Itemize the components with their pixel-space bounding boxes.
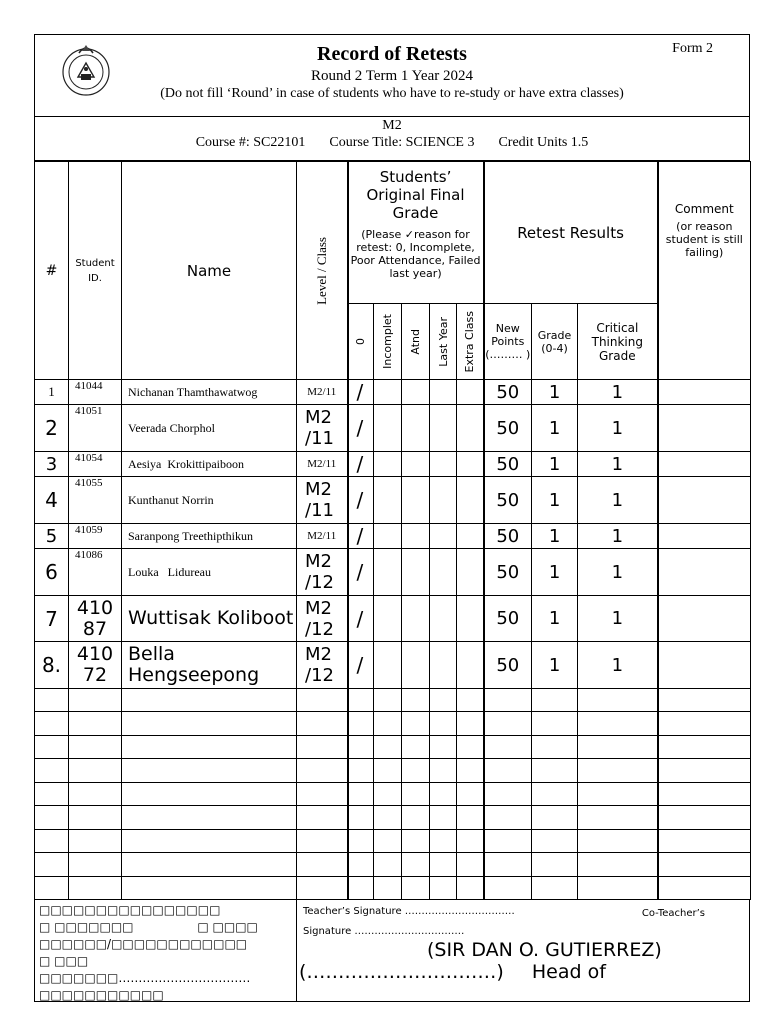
student-name: Aesiya Krokittipaiboon [122, 452, 297, 477]
comment-note: (or reason student is still failing) [665, 220, 743, 259]
student-level: M2 /12 [297, 596, 348, 642]
student-name: Kunthanut Norrin [122, 477, 297, 524]
empty-row [35, 783, 751, 806]
empty-row [35, 806, 751, 830]
footer-option-a: □ □□□□□□□ [39, 920, 134, 934]
comment-cell [658, 596, 751, 642]
reason-zero-mark: / [348, 642, 374, 689]
critical-thinking-grade: 1 [578, 380, 658, 405]
retest-grade: 1 [532, 549, 578, 596]
new-points: 50 [484, 642, 532, 689]
col-level-class-header: Level / Class [297, 162, 348, 380]
co-teacher-signature-line: Signature …………………………… [303, 926, 465, 937]
signature-footer [34, 900, 750, 1002]
comment-cell [658, 405, 751, 452]
critical-thinking-grade: 1 [578, 452, 658, 477]
student-level: M2 /12 [297, 549, 348, 596]
reason-zero-mark: / [348, 477, 374, 524]
table-row [35, 405, 751, 452]
student-name: Louka Lidureau [122, 549, 297, 596]
comment-header [658, 162, 751, 380]
comment-cell [658, 549, 751, 596]
retest-grade: 1 [532, 380, 578, 405]
critical-thinking-grade: 1 [578, 524, 658, 549]
co-teacher-label: Co-Teacher’s [641, 908, 705, 919]
row-number: 2 [35, 405, 69, 452]
table-row [35, 596, 751, 642]
reason-zero-mark: / [348, 380, 374, 405]
critical-thinking-grade: 1 [578, 642, 658, 689]
round-term-year: Round 2 Term 1 Year 2024 [310, 68, 473, 84]
row-number: 8. [35, 642, 69, 689]
new-points: 50 [484, 452, 532, 477]
comment-title: Comment [674, 202, 734, 216]
original-grade-title: Students’ Original Final Grade [366, 168, 465, 222]
row-number: 4 [35, 477, 69, 524]
student-level: M2 /11 [297, 405, 348, 452]
retest-grade: 1 [532, 642, 578, 689]
student-level: M2 /12 [297, 642, 348, 689]
row-number: 6 [35, 549, 69, 596]
footer-line-6: □□□□□□□□□□□ [39, 988, 164, 1002]
retest-grade: 1 [532, 596, 578, 642]
grade-header: Grade (0-4) [532, 304, 578, 380]
retest-grade: 1 [532, 405, 578, 452]
new-points: 50 [484, 524, 532, 549]
course-info [34, 117, 750, 161]
head-name: (SIR DAN O. GUTIERREZ) [427, 939, 662, 961]
reason-zero-mark: / [348, 405, 374, 452]
student-id: 41055 [69, 477, 122, 524]
student-name: Nichanan Thamthawatwog [122, 380, 297, 405]
new-points: 50 [484, 405, 532, 452]
col-num-header: # [35, 162, 69, 380]
footer-option-c: □ □□□ [39, 954, 89, 968]
table-row [35, 477, 751, 524]
sub-extra-class-header: Extra Class [457, 304, 484, 380]
new-points: 50 [484, 596, 532, 642]
empty-row [35, 689, 751, 712]
original-grade-header [348, 162, 484, 304]
signature-dots: (…………………………) [299, 961, 504, 983]
grade-level: M2 [382, 118, 402, 133]
student-id: 41054 [69, 452, 122, 477]
footer-line-3: □□□□□□/□□□□□□□□□□□□ [39, 937, 248, 951]
col-student-id-header: Student ID. [69, 162, 122, 380]
new-points: 50 [484, 477, 532, 524]
reason-zero-mark: / [348, 524, 374, 549]
student-id: 41044 [69, 380, 122, 405]
empty-row [35, 853, 751, 877]
table-row [35, 380, 751, 405]
comment-cell [658, 380, 751, 405]
retest-grade: 1 [532, 524, 578, 549]
course-title: Course Title: SCIENCE 3 [329, 135, 475, 150]
table-row [35, 549, 751, 596]
student-name: Wuttisak Koliboot [122, 596, 297, 642]
table-row [35, 524, 751, 549]
comment-cell [658, 452, 751, 477]
head-of-label: Head of [531, 961, 606, 983]
critical-thinking-grade: 1 [578, 549, 658, 596]
row-number: 1 [35, 380, 69, 405]
student-name: Saranpong Treethipthikun [122, 524, 297, 549]
new-points: 50 [484, 549, 532, 596]
table-row [35, 452, 751, 477]
student-id: 41086 [69, 549, 122, 596]
reason-zero-mark: / [348, 452, 374, 477]
comment-cell [658, 477, 751, 524]
new-points-header: New Points (……… ) [484, 304, 532, 380]
critical-thinking-header: Critical Thinking Grade [578, 304, 658, 380]
retest-results-header: Retest Results [484, 162, 658, 304]
student-id: 41059 [69, 524, 122, 549]
student-name: Bella Hengseepong [122, 642, 297, 689]
form-header [34, 34, 750, 117]
student-level: M2 /11 [297, 477, 348, 524]
teacher-signature-line: Teacher’s Signature …………………………… [303, 906, 515, 917]
footer-heading: □□□□□□□□□□□□□□□□ [39, 903, 221, 917]
reason-zero-mark: / [348, 549, 374, 596]
student-id: 41051 [69, 405, 122, 452]
sub-zero-header: 0 [348, 304, 374, 380]
retest-grade: 1 [532, 477, 578, 524]
reason-zero-mark: / [348, 596, 374, 642]
sub-last-year-header: Last Year [430, 304, 457, 380]
new-points: 50 [484, 380, 532, 405]
empty-row [35, 759, 751, 783]
sub-incomplete-header: Incomplet [374, 304, 402, 380]
student-id: 410 72 [69, 642, 122, 689]
comment-cell [658, 642, 751, 689]
row-number: 7 [35, 596, 69, 642]
comment-cell [658, 524, 751, 549]
footer-option-b: □ □□□□ [197, 920, 258, 934]
course-number: Course #: SC22101 [195, 135, 306, 150]
credit-units: Credit Units 1.5 [498, 135, 589, 150]
round-note: (Do not fill ‘Round’ in case of students who have to re-study or have extra classes) [160, 86, 624, 101]
record-title: Record of Retests [317, 43, 467, 65]
retest-grade: 1 [532, 452, 578, 477]
student-level: M2/11 [297, 524, 348, 549]
col-name-header: Name [122, 162, 297, 380]
student-id: 410 87 [69, 596, 122, 642]
empty-row [35, 830, 751, 853]
critical-thinking-grade: 1 [578, 405, 658, 452]
footer-right-block [297, 900, 749, 1001]
critical-thinking-grade: 1 [578, 596, 658, 642]
empty-row [35, 712, 751, 736]
footer-line-5: □□□□□□□…………………………… [39, 971, 251, 985]
original-grade-note: (Please ✓reason for retest: 0, Incomplete, Poor Attendance, Failed last year) [350, 228, 481, 280]
retest-table [34, 161, 751, 900]
critical-thinking-grade: 1 [578, 477, 658, 524]
row-number: 3 [35, 452, 69, 477]
empty-row [35, 736, 751, 759]
sub-attendance-header: Atnd [402, 304, 430, 380]
row-number: 5 [35, 524, 69, 549]
student-level: M2/11 [297, 452, 348, 477]
form-number: Form 2 [672, 41, 713, 56]
empty-row [35, 877, 751, 900]
student-name: Veerada Chorphol [122, 405, 297, 452]
student-level: M2/11 [297, 380, 348, 405]
footer-left-block [35, 900, 297, 1001]
table-row [35, 642, 751, 689]
